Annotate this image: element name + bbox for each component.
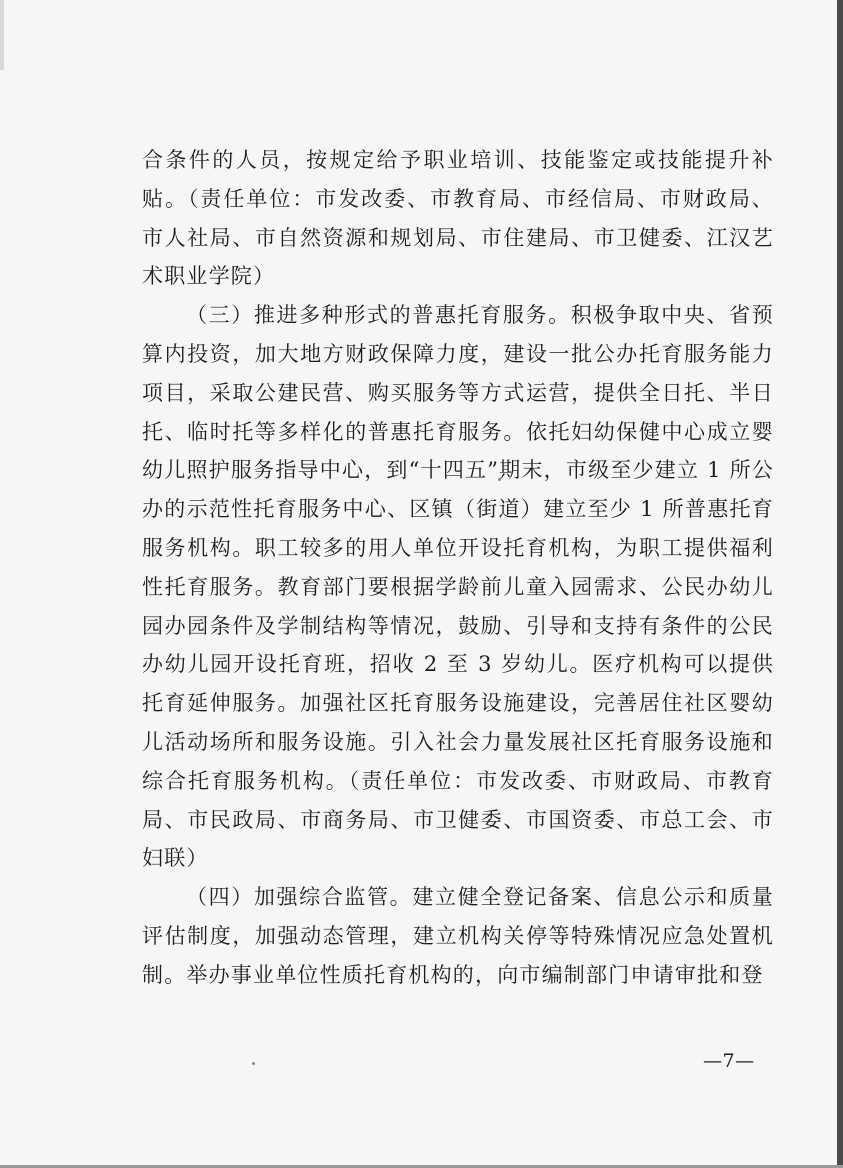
document-body <box>142 141 774 995</box>
paragraph-section-4: （四）加强综合监管。建立健全登记备案、信息公示和质量评估制度，加强动态管理，建立机构关停等特殊情况应急处置机制。举办事业单位性质托育机构的，向市编制部门申请审批和登 <box>142 885 774 987</box>
paragraph-continuation: 合条件的人员，按规定给予职业培训、技能鉴定或技能提升补贴。（责任单位：市发改委、市教育局、市经信局、市财政局、市人社局、市自然资源和规划局、市住建局、市卫健委、江汉艺术职业学院） <box>142 148 774 289</box>
scan-edge-shadow <box>837 0 843 1168</box>
scan-edge-mark <box>0 0 4 70</box>
page-number: —7— <box>703 1050 755 1072</box>
paragraph-section-3: （三）推进多种形式的普惠托育服务。积极争取中央、省预算内投资，加大地方财政保障力度，建设一批公办托育服务能力项目，采取公建民营、购买服务等方式运营，提供全日托、半日托、临时托等多样化的普惠托育服务。依托妇幼保健中心成立婴幼儿照护服务指导中心，到“十四五”期末，市级至少建立 1 所公办的示范性托育服务中心、区镇（街道）建立至少 1 所普惠托育服务机构。职工较多的用人单位开设托育机构，为职工提供福利性托育服务。教育部门要根据学龄前儿童入园需求、公民办幼儿园办园条件及学制结构等情况，鼓励、引导和支持有条件的公民办幼儿园开设托育班，招收 2 至 3 岁幼儿。医疗机构可以提供托育延伸服务。加强社区托育服务设施建设，完善居住社区婴幼儿活动场所和服务设施。引入社会力量发展社区托育服务设施和综合托育服务机构。（责任单位：市发改委、市财政局、市教育局、市民政局、市商务局、市卫健委、市国资委、市总工会、市妇联） <box>142 303 774 871</box>
scan-speck <box>252 1062 255 1065</box>
